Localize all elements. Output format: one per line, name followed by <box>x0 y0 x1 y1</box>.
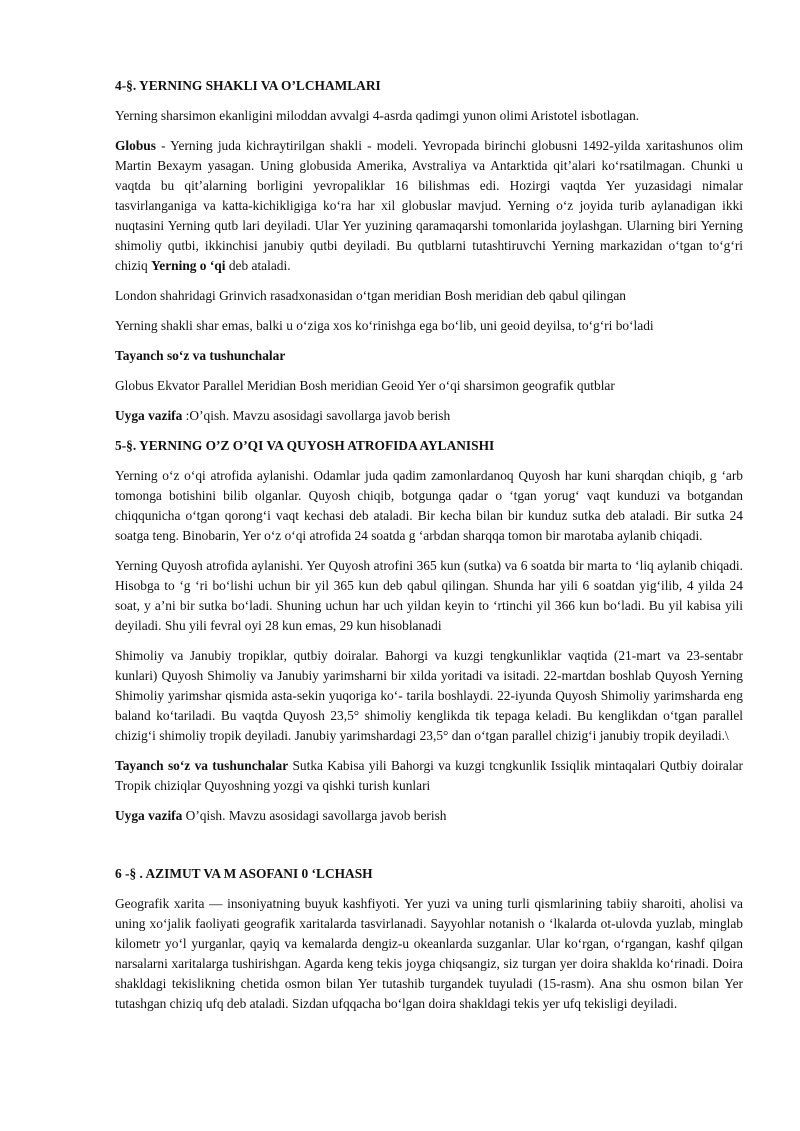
section-5-homework <box>115 806 743 826</box>
globus-definition: - Yerning juda kichraytirilgan shakli - modeli. Yevropada birinchi globusni 1492-yilda xaritashunos olim Martin Bexaym yasagan. Uning globusida Amerika, Avstraliya va Antarktida qit’alari koʻrsatilmagan. Chunki u vaqtda bu qit’alarning borligini yevropaliklar 16 bilishmas edi. Hozirgi vaqtda Yer yuzasidagi nimalar tasvirlanganiga va katta-kichikligiga koʻra har xil globuslar mavjud. Yerning oʻz joyida turib aylanadigan ikki nuqtasini Yerning qutb lari deyiladi. Ular Yer yuzining qaramaqarshi tomonlarida joylashgan. Ularning biri Yerning shimoliy qutbi, ikkinchisi janubiy qutbi deyiladi. Bu qutblarni tutashtiruvchi Yerning markazidan oʻtgan toʻgʻri chiziq <box>115 138 743 273</box>
section-4-terms-list: Globus Ekvator Parallel Meridian Bosh meridian Geoid Yer oʻqi sharsimon geografik qutblar <box>115 378 615 393</box>
section-4-terms-heading: Tayanch soʻz va tushunchalar <box>115 348 286 363</box>
section-6-paragraph-1: Geografik xarita — insoniyatning buyuk kashfiyoti. Yer yuzi va uning turli qismlarining tabiiy sharoiti, aholisi va uning xoʻjalik faoliyati geografik xaritalarda tasvirlanadi. Sayyohlar notanish o ‘lkalarda ot-ulovda yuzlab, minglab kilometr yoʻl yurganlar, qayiq va kemalarda dengiz-u okeanlarda suzganlar. Ular koʻrgan, oʻrgangan, kashf qilgan narsalarni xaritalarga tushirishgan. Agarda keng tekis joyga chiqsangiz, siz turgan yer doira shaklda koʻrinadi. Doira shakldagi tekislikning chetida osmon bilan Yer tutashib turgandek tuyuladi (15-rasm). Ana shu osmon bilan Yer tutashgan chiziq ufq deb ataladi. Sizdan ufqqacha boʻlgan doira shakldagi tekis yer ufq tekisligi deyiladi. <box>115 896 743 1011</box>
section-5-heading: 5-§. YERNING O’Z O’QI VA QUYOSH ATROFIDA AYLANISHI <box>115 438 495 453</box>
earth-axis-term: Yerning o ‘qi <box>151 258 226 273</box>
globus-term: Globus <box>115 138 156 153</box>
section-4-homework <box>115 406 743 426</box>
section-4-heading: 4-§. YERNING SHAKLI VA O’LCHAMLARI <box>115 78 381 93</box>
section-5-paragraph-1: Yerning oʻz oʻqi atrofida aylanishi. Odamlar juda qadim zamonlardanoq Quyosh har kuni sharqdan chiqib, g ‘arb tomonga botishini bilib olganlar. Quyosh chiqib, botgunga qadar o ‘tgan yorug‘ vaqt kunduzi va botgandan chiqqunicha oʻtgan qorongʻi vaqt kechasi deb ataladi. Bir kecha bilan bir kunduz sutka deb ataladi. Bir sutka 24 soatga teng. Binobarin, Yer oʻz oʻqi atrofida 24 soatda g ‘arbdan sharqqa tomon bir marotaba aylanib chiqadi. <box>115 468 743 543</box>
terms-list: Sutka Kabisa yili Bahorgi va kuzgi tcngkunlik Issiqlik mintaqalari Qutbiy doiralar Tropik chiziqlar Quyoshning yozgi va qishki turish kunlari <box>115 758 743 793</box>
homework-text: O’qish. Mavzu asosidagi savollarga javob berish <box>182 808 447 823</box>
globus-definition-tail: deb ataladi. <box>225 258 291 273</box>
section-6-heading: 6 -§ . AZIMUT VA M ASOFANI 0 ‘LCHASH <box>115 866 373 881</box>
document-page <box>115 76 743 1024</box>
section-spacer <box>115 836 743 864</box>
section-5-paragraph-2: Yerning Quyosh atrofida aylanishi. Yer Quyosh atrofini 365 kun (sutka) va 6 soatda bir marta to ‘liq aylanib chiqadi. Hisobga to ‘g ‘ri boʻlishi uchun bir yil 365 kun deb qabul qilingan. Shunda har yili 6 soatdan yigʻilib, 4 yilda 24 soat, y a’ni bir sutka boʻladi. Shuning uchun har uch yildan keyin to ‘rtinchi yil 366 kun boʻladi. Bu yil kabisa yili deyiladi. Shu yili fevral oyi 28 kun emas, 29 kun hisoblanadi <box>115 558 743 633</box>
section-4-paragraph-4: Yerning shakli shar emas, balki u oʻziga xos koʻrinishga ega boʻlib, uni geoid deyilsa, toʻgʻri boʻladi <box>115 318 654 333</box>
section-4-paragraph-2 <box>115 136 743 276</box>
homework-label: Uyga vazifa <box>115 408 183 423</box>
homework-text: :O’qish. Mavzu asosidagi savollarga javob berish <box>182 408 451 423</box>
section-5-paragraph-3: Shimoliy va Janubiy tropiklar, qutbiy doiralar. Bahorgi va kuzgi tengkunliklar vaqtida (21-mart va 23-sentabr kunlari) Quyosh Shimoliy va Janubiy yarimsharni bir xilda yoritadi va isitadi. 22-martdan boshlab Quyosh Yerning Shimoliy yarimshar qismida asta-sekin yuqoriga koʻ- tarila boshlaydi. 22-iyunda Quyosh Shimoliy yarimsharda eng baland koʻtariladi. Bu vaqtda Quyosh 23,5° shimoliy kenglikda tik tepaga keladi. Bu kenglikdan oʻtgan parallel chizigʻi shimoliy tropik deyiladi. Janubiy yarimshardagi 23,5° dan oʻtgan parallel chizigʻi janubiy tropik deyiladi.\ <box>115 648 743 743</box>
section-4-paragraph-1: Yerning sharsimon ekanligini miloddan avvalgi 4-asrda qadimgi yunon olimi Aristotel isbotlagan. <box>115 108 640 123</box>
terms-heading: Tayanch soʻz va tushunchalar <box>115 758 289 773</box>
section-5-terms <box>115 756 743 796</box>
section-4-paragraph-3: London shahridagi Grinvich rasadxonasidan oʻtgan meridian Bosh meridian deb qabul qilingan <box>115 288 626 303</box>
homework-label: Uyga vazifa <box>115 808 183 823</box>
